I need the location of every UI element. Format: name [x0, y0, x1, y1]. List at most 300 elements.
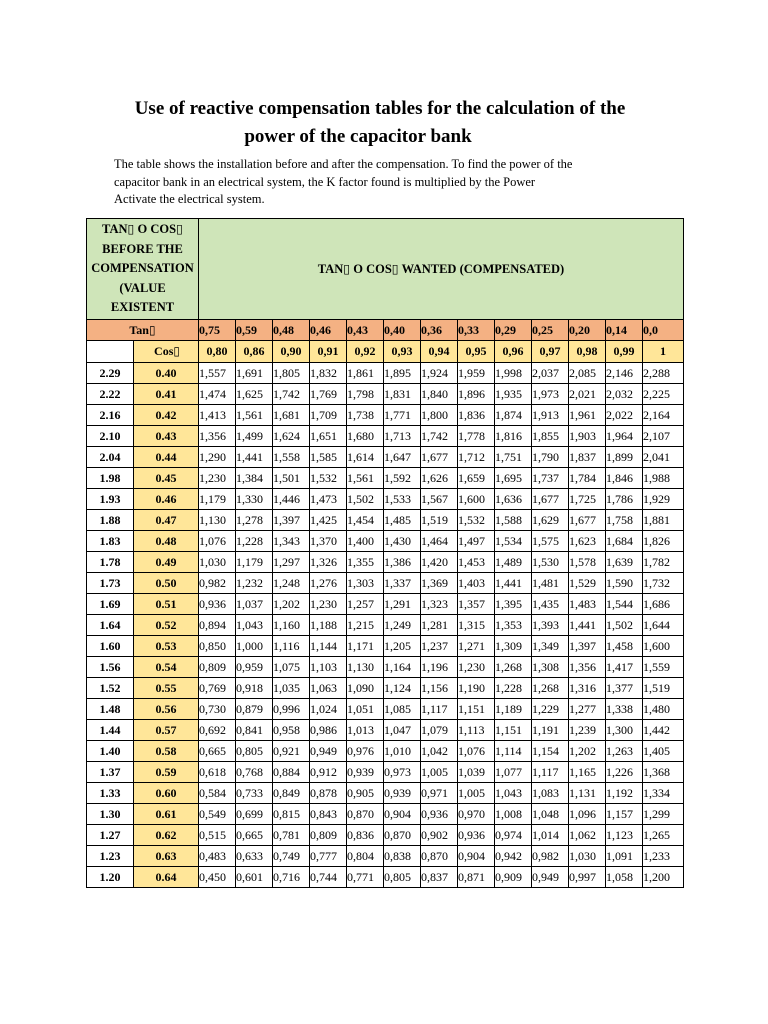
k-factor-cell: 1,534 — [495, 531, 532, 552]
tan-before-cell: 1.88 — [87, 510, 134, 531]
k-factor-cell: 1,681 — [273, 405, 310, 426]
cos-before-cell: 0.63 — [134, 846, 199, 867]
k-factor-cell: 2,021 — [569, 384, 606, 405]
k-factor-cell: 1,085 — [384, 699, 421, 720]
k-factor-cell: 1,924 — [421, 363, 458, 384]
k-factor-cell: 1,769 — [310, 384, 347, 405]
k-factor-cell: 2,041 — [643, 447, 684, 468]
k-factor-cell: 1,413 — [199, 405, 236, 426]
k-factor-cell: 1,291 — [384, 594, 421, 615]
k-factor-cell: 1,805 — [273, 363, 310, 384]
k-factor-cell: 1,502 — [606, 615, 643, 636]
k-factor-cell: 1,483 — [569, 594, 606, 615]
k-factor-cell: 1,677 — [421, 447, 458, 468]
k-factor-cell: 0,976 — [347, 741, 384, 762]
cos-before-cell: 0.41 — [134, 384, 199, 405]
k-factor-cell: 1,062 — [569, 825, 606, 846]
k-factor-cell: 1,519 — [643, 678, 684, 699]
tan-before-cell: 1.56 — [87, 657, 134, 678]
k-factor-cell: 1,913 — [532, 405, 569, 426]
k-factor-cell: 1,446 — [273, 489, 310, 510]
tan-before-cell: 2.16 — [87, 405, 134, 426]
k-factor-cell: 1,005 — [421, 762, 458, 783]
k-factor-cell: 1,117 — [421, 699, 458, 720]
k-factor-cell: 1,299 — [643, 804, 684, 825]
cos-before-cell: 0.64 — [134, 867, 199, 888]
k-factor-cell: 1,816 — [495, 426, 532, 447]
k-factor-cell: 1,575 — [532, 531, 569, 552]
k-factor-cell: 1,202 — [569, 741, 606, 762]
k-factor-cell: 1,014 — [532, 825, 569, 846]
k-factor-cell: 1,530 — [532, 552, 569, 573]
k-factor-cell: 1,334 — [643, 783, 684, 804]
tan-before-cell: 2.29 — [87, 363, 134, 384]
k-factor-cell: 1,840 — [421, 384, 458, 405]
k-factor-cell: 1,929 — [643, 489, 684, 510]
title-line-2: power of the capacitor bank — [244, 126, 472, 147]
k-factor-cell: 0,450 — [199, 867, 236, 888]
k-factor-cell: 0,515 — [199, 825, 236, 846]
k-factor-cell: 1,532 — [310, 468, 347, 489]
k-factor-cell: 1,758 — [606, 510, 643, 531]
k-factor-cell: 1,738 — [347, 405, 384, 426]
k-factor-cell: 1,326 — [310, 552, 347, 573]
k-factor-cell: 1,454 — [347, 510, 384, 531]
cos-before-cell: 0.55 — [134, 678, 199, 699]
k-factor-cell: 1,592 — [384, 468, 421, 489]
k-factor-cell: 0,633 — [236, 846, 273, 867]
k-factor-cell: 1,190 — [458, 678, 495, 699]
k-factor-cell: 1,343 — [273, 531, 310, 552]
k-factor-cell: 1,330 — [236, 489, 273, 510]
table-row — [87, 678, 684, 699]
table-row — [87, 384, 684, 405]
k-factor-cell: 1,425 — [310, 510, 347, 531]
k-factor-cell: 1,832 — [310, 363, 347, 384]
k-factor-cell: 1,276 — [310, 573, 347, 594]
table-row — [87, 489, 684, 510]
tan-before-cell: 1.20 — [87, 867, 134, 888]
k-factor-cell: 1,644 — [643, 615, 684, 636]
k-factor-cell: 1,151 — [495, 720, 532, 741]
k-factor-cell: 1,441 — [569, 615, 606, 636]
k-factor-cell: 1,337 — [384, 573, 421, 594]
k-factor-cell: 1,836 — [458, 405, 495, 426]
k-factor-cell: 1,268 — [495, 657, 532, 678]
k-factor-cell: 1,230 — [199, 468, 236, 489]
tan-before-cell: 1.64 — [87, 615, 134, 636]
k-factor-cell: 1,164 — [384, 657, 421, 678]
table-row — [87, 846, 684, 867]
k-factor-cell: 0,921 — [273, 741, 310, 762]
table-row — [87, 636, 684, 657]
k-factor-cell: 1,144 — [310, 636, 347, 657]
k-factor-cell: 1,157 — [606, 804, 643, 825]
table-row — [87, 825, 684, 846]
k-factor-cell: 1,123 — [606, 825, 643, 846]
k-factor-cell: 1,228 — [236, 531, 273, 552]
k-factor-cell: 0,982 — [532, 846, 569, 867]
k-factor-cell: 0,871 — [458, 867, 495, 888]
cos-before-cell: 0.60 — [134, 783, 199, 804]
k-factor-cell: 0,879 — [236, 699, 273, 720]
wanted-compensated-header: TAN▯ O COS▯ WANTED (COMPENSATED) — [199, 219, 684, 320]
tan-wanted-cell: 0,46 — [310, 320, 347, 341]
intro-line-1: The table shows the installation before and after the compensation. To find the power of the — [114, 157, 573, 171]
k-factor-cell: 1,403 — [458, 573, 495, 594]
k-factor-cell: 1,639 — [606, 552, 643, 573]
k-factor-cell: 1,614 — [347, 447, 384, 468]
cos-wanted-cell: 0,95 — [458, 341, 495, 363]
k-factor-cell: 1,742 — [273, 384, 310, 405]
k-factor-cell: 1,160 — [273, 615, 310, 636]
before-header-line: EXISTENT — [110, 300, 175, 315]
k-factor-cell: 1,600 — [643, 636, 684, 657]
k-factor-cell: 0,982 — [199, 573, 236, 594]
k-factor-cell: 1,771 — [384, 405, 421, 426]
page-title — [0, 95, 768, 151]
k-factor-cell: 1,420 — [421, 552, 458, 573]
k-factor-cell: 1,229 — [532, 699, 569, 720]
k-factor-cell: 1,501 — [273, 468, 310, 489]
table-row — [87, 594, 684, 615]
k-factor-cell: 0,699 — [236, 804, 273, 825]
k-factor-cell: 1,686 — [643, 594, 684, 615]
tan-before-cell: 1.98 — [87, 468, 134, 489]
tan-before-cell: 1.52 — [87, 678, 134, 699]
k-factor-cell: 1,281 — [421, 615, 458, 636]
k-factor-cell: 1,677 — [532, 489, 569, 510]
k-factor-cell: 1,338 — [606, 699, 643, 720]
k-factor-cell: 1,442 — [643, 720, 684, 741]
k-factor-cell: 1,096 — [569, 804, 606, 825]
k-factor-cell: 1,826 — [643, 531, 684, 552]
k-factor-cell: 1,237 — [421, 636, 458, 657]
k-factor-cell: 1,935 — [495, 384, 532, 405]
k-factor-cell: 1,837 — [569, 447, 606, 468]
k-factor-cell: 0,936 — [199, 594, 236, 615]
cos-before-cell: 0.61 — [134, 804, 199, 825]
k-factor-cell: 0,970 — [458, 804, 495, 825]
cos-before-cell: 0.52 — [134, 615, 199, 636]
table-row — [87, 363, 684, 384]
k-factor-cell: 0,870 — [421, 846, 458, 867]
k-factor-cell: 1,265 — [643, 825, 684, 846]
k-factor-cell: 1,659 — [458, 468, 495, 489]
k-factor-cell: 1,042 — [421, 741, 458, 762]
k-factor-cell: 1,024 — [310, 699, 347, 720]
k-factor-cell: 0,997 — [569, 867, 606, 888]
k-factor-cell: 0,986 — [310, 720, 347, 741]
k-factor-cell: 1,651 — [310, 426, 347, 447]
tan-before-cell: 1.69 — [87, 594, 134, 615]
tan-wanted-cell: 0,20 — [569, 320, 606, 341]
k-factor-cell: 1,544 — [606, 594, 643, 615]
cos-wanted-row — [87, 341, 684, 363]
k-factor-cell: 2,164 — [643, 405, 684, 426]
k-factor-cell: 1,030 — [569, 846, 606, 867]
k-factor-cell: 1,130 — [347, 657, 384, 678]
k-factor-cell: 1,737 — [532, 468, 569, 489]
k-factor-cell: 1,725 — [569, 489, 606, 510]
k-factor-cell: 0,771 — [347, 867, 384, 888]
k-factor-cell: 1,357 — [458, 594, 495, 615]
k-factor-cell: 1,263 — [606, 741, 643, 762]
k-factor-cell: 0,749 — [273, 846, 310, 867]
k-factor-cell: 1,308 — [532, 657, 569, 678]
k-factor-cell: 1,578 — [569, 552, 606, 573]
k-factor-cell: 1,202 — [273, 594, 310, 615]
table-row — [87, 783, 684, 804]
k-factor-cell: 1,458 — [606, 636, 643, 657]
intro-line-3: Activate the electrical system. — [114, 192, 265, 206]
tan-wanted-cell: 0,43 — [347, 320, 384, 341]
table-row — [87, 720, 684, 741]
k-factor-cell: 1,113 — [458, 720, 495, 741]
k-factor-cell: 1,230 — [310, 594, 347, 615]
k-factor-cell: 1,485 — [384, 510, 421, 531]
table-row — [87, 762, 684, 783]
k-factor-cell: 1,558 — [273, 447, 310, 468]
k-factor-cell: 1,441 — [236, 447, 273, 468]
cos-wanted-cell: 0,91 — [310, 341, 347, 363]
cos-before-cell: 0.40 — [134, 363, 199, 384]
k-factor-cell: 1,228 — [495, 678, 532, 699]
table-row — [87, 657, 684, 678]
k-factor-cell: 1,124 — [384, 678, 421, 699]
cos-before-cell: 0.48 — [134, 531, 199, 552]
k-factor-cell: 1,013 — [347, 720, 384, 741]
cos-before-cell: 0.49 — [134, 552, 199, 573]
cos-before-cell: 0.56 — [134, 699, 199, 720]
k-factor-cell: 1,039 — [458, 762, 495, 783]
cos-wanted-cell: 0,86 — [236, 341, 273, 363]
k-factor-cell: 1,114 — [495, 741, 532, 762]
k-factor-cell: 1,964 — [606, 426, 643, 447]
k-factor-cell: 1,386 — [384, 552, 421, 573]
k-factor-cell: 1,268 — [532, 678, 569, 699]
cos-wanted-cell: 0,92 — [347, 341, 384, 363]
k-factor-cell: 1,973 — [532, 384, 569, 405]
k-factor-cell: 1,249 — [384, 615, 421, 636]
k-factor-cell: 0,805 — [384, 867, 421, 888]
k-factor-cell: 1,010 — [384, 741, 421, 762]
k-factor-cell: 0,716 — [273, 867, 310, 888]
tan-before-cell: 1.60 — [87, 636, 134, 657]
k-factor-cell: 1,230 — [458, 657, 495, 678]
cos-label: Cos▯ — [134, 341, 199, 363]
k-factor-cell: 1,778 — [458, 426, 495, 447]
tan-before-cell: 1.73 — [87, 573, 134, 594]
k-factor-cell: 0,936 — [421, 804, 458, 825]
compensation-table — [86, 218, 684, 888]
k-factor-cell: 1,368 — [643, 762, 684, 783]
before-header-line: (VALUE — [119, 280, 166, 295]
k-factor-cell: 0,692 — [199, 720, 236, 741]
k-factor-cell: 0,884 — [273, 762, 310, 783]
tan-before-cell: 2.10 — [87, 426, 134, 447]
k-factor-cell: 0,843 — [310, 804, 347, 825]
k-factor-cell: 1,090 — [347, 678, 384, 699]
tan-wanted-cell: 0,14 — [606, 320, 643, 341]
k-factor-cell: 1,232 — [236, 573, 273, 594]
k-factor-cell: 0,837 — [421, 867, 458, 888]
k-factor-cell: 1,179 — [199, 489, 236, 510]
table-row — [87, 804, 684, 825]
tan-before-cell: 2.04 — [87, 447, 134, 468]
k-factor-cell: 1,784 — [569, 468, 606, 489]
k-factor-cell: 1,151 — [458, 699, 495, 720]
cos-before-cell: 0.47 — [134, 510, 199, 531]
cos-before-cell: 0.54 — [134, 657, 199, 678]
k-factor-cell: 1,988 — [643, 468, 684, 489]
table-row — [87, 615, 684, 636]
table-row — [87, 699, 684, 720]
blank-cell — [87, 341, 134, 363]
cos-before-cell: 0.50 — [134, 573, 199, 594]
k-factor-cell: 1,369 — [421, 573, 458, 594]
k-factor-cell: 2,146 — [606, 363, 643, 384]
k-factor-cell: 1,474 — [199, 384, 236, 405]
table-row — [87, 468, 684, 489]
k-factor-cell: 1,600 — [458, 489, 495, 510]
tan-wanted-cell: 0,29 — [495, 320, 532, 341]
tan-before-cell: 1.37 — [87, 762, 134, 783]
k-factor-cell: 0,769 — [199, 678, 236, 699]
tan-wanted-cell: 0,0 — [643, 320, 684, 341]
k-factor-cell: 1,453 — [458, 552, 495, 573]
k-factor-cell: 1,786 — [606, 489, 643, 510]
k-factor-cell: 0,768 — [236, 762, 273, 783]
k-factor-cell: 1,179 — [236, 552, 273, 573]
k-factor-cell: 1,303 — [347, 573, 384, 594]
tan-wanted-cell: 0,25 — [532, 320, 569, 341]
k-factor-cell: 1,043 — [236, 615, 273, 636]
k-factor-cell: 1,623 — [569, 531, 606, 552]
k-factor-cell: 0,904 — [384, 804, 421, 825]
k-factor-cell: 1,370 — [310, 531, 347, 552]
k-factor-cell: 1,831 — [384, 384, 421, 405]
k-factor-cell: 1,309 — [495, 636, 532, 657]
table-row — [87, 405, 684, 426]
k-factor-cell: 1,239 — [569, 720, 606, 741]
cos-before-cell: 0.62 — [134, 825, 199, 846]
k-factor-cell: 1,430 — [384, 531, 421, 552]
k-factor-cell: 2,085 — [569, 363, 606, 384]
k-factor-cell: 0,870 — [347, 804, 384, 825]
k-factor-cell: 1,709 — [310, 405, 347, 426]
k-factor-cell: 0,878 — [310, 783, 347, 804]
tan-before-cell: 1.93 — [87, 489, 134, 510]
k-factor-cell: 1,647 — [384, 447, 421, 468]
k-factor-cell: 1,405 — [643, 741, 684, 762]
k-factor-cell: 1,355 — [347, 552, 384, 573]
k-factor-cell: 0,996 — [273, 699, 310, 720]
k-factor-cell: 1,895 — [384, 363, 421, 384]
k-factor-cell: 1,063 — [310, 678, 347, 699]
cos-before-cell: 0.44 — [134, 447, 199, 468]
k-factor-cell: 1,091 — [606, 846, 643, 867]
k-factor-cell: 1,585 — [310, 447, 347, 468]
k-factor-cell: 1,557 — [199, 363, 236, 384]
k-factor-cell: 0,902 — [421, 825, 458, 846]
before-header-line: COMPENSATION — [91, 261, 194, 276]
k-factor-cell: 1,248 — [273, 573, 310, 594]
k-factor-cell: 1,417 — [606, 657, 643, 678]
k-factor-cell: 1,998 — [495, 363, 532, 384]
k-factor-cell: 0,909 — [495, 867, 532, 888]
k-factor-cell: 0,665 — [199, 741, 236, 762]
k-factor-cell: 1,742 — [421, 426, 458, 447]
before-compensation-header — [87, 219, 199, 320]
k-factor-cell: 1,874 — [495, 405, 532, 426]
k-factor-cell: 1,961 — [569, 405, 606, 426]
k-factor-cell: 1,000 — [236, 636, 273, 657]
k-factor-cell: 1,502 — [347, 489, 384, 510]
k-factor-cell: 1,315 — [458, 615, 495, 636]
cos-wanted-cell: 1 — [643, 341, 684, 363]
k-factor-cell: 1,861 — [347, 363, 384, 384]
k-factor-cell: 1,356 — [199, 426, 236, 447]
cos-wanted-cell: 0,96 — [495, 341, 532, 363]
k-factor-cell: 0,949 — [310, 741, 347, 762]
k-factor-cell: 1,131 — [569, 783, 606, 804]
table-row — [87, 741, 684, 762]
k-factor-cell: 1,075 — [273, 657, 310, 678]
k-factor-cell: 1,192 — [606, 783, 643, 804]
cos-wanted-cell: 0,98 — [569, 341, 606, 363]
k-factor-cell: 1,732 — [643, 573, 684, 594]
k-factor-cell: 1,226 — [606, 762, 643, 783]
k-factor-cell: 0,959 — [236, 657, 273, 678]
k-factor-cell: 1,590 — [606, 573, 643, 594]
k-factor-cell: 0,838 — [384, 846, 421, 867]
k-factor-cell: 1,903 — [569, 426, 606, 447]
k-factor-cell: 0,777 — [310, 846, 347, 867]
k-factor-cell: 1,316 — [569, 678, 606, 699]
k-factor-cell: 1,043 — [495, 783, 532, 804]
k-factor-cell: 1,165 — [569, 762, 606, 783]
cos-before-cell: 0.51 — [134, 594, 199, 615]
k-factor-cell: 1,215 — [347, 615, 384, 636]
k-factor-cell: 1,473 — [310, 489, 347, 510]
k-factor-cell: 1,629 — [532, 510, 569, 531]
tan-label: Tan▯ — [87, 320, 199, 341]
k-factor-cell: 2,037 — [532, 363, 569, 384]
cos-before-cell: 0.59 — [134, 762, 199, 783]
k-factor-cell: 1,377 — [606, 678, 643, 699]
k-factor-cell: 1,626 — [421, 468, 458, 489]
cos-before-cell: 0.58 — [134, 741, 199, 762]
k-factor-cell: 1,171 — [347, 636, 384, 657]
k-factor-cell: 1,154 — [532, 741, 569, 762]
tan-wanted-cell: 0,36 — [421, 320, 458, 341]
tan-before-cell: 1.78 — [87, 552, 134, 573]
k-factor-cell: 1,751 — [495, 447, 532, 468]
cos-wanted-cell: 0,93 — [384, 341, 421, 363]
k-factor-cell: 1,297 — [273, 552, 310, 573]
k-factor-cell: 1,277 — [569, 699, 606, 720]
k-factor-cell: 1,353 — [495, 615, 532, 636]
k-factor-cell: 1,005 — [458, 783, 495, 804]
k-factor-cell: 0,936 — [458, 825, 495, 846]
tan-before-cell: 1.48 — [87, 699, 134, 720]
k-factor-cell: 1,782 — [643, 552, 684, 573]
cos-before-cell: 0.46 — [134, 489, 199, 510]
k-factor-cell: 1,030 — [199, 552, 236, 573]
cos-wanted-cell: 0,97 — [532, 341, 569, 363]
k-factor-cell: 1,233 — [643, 846, 684, 867]
